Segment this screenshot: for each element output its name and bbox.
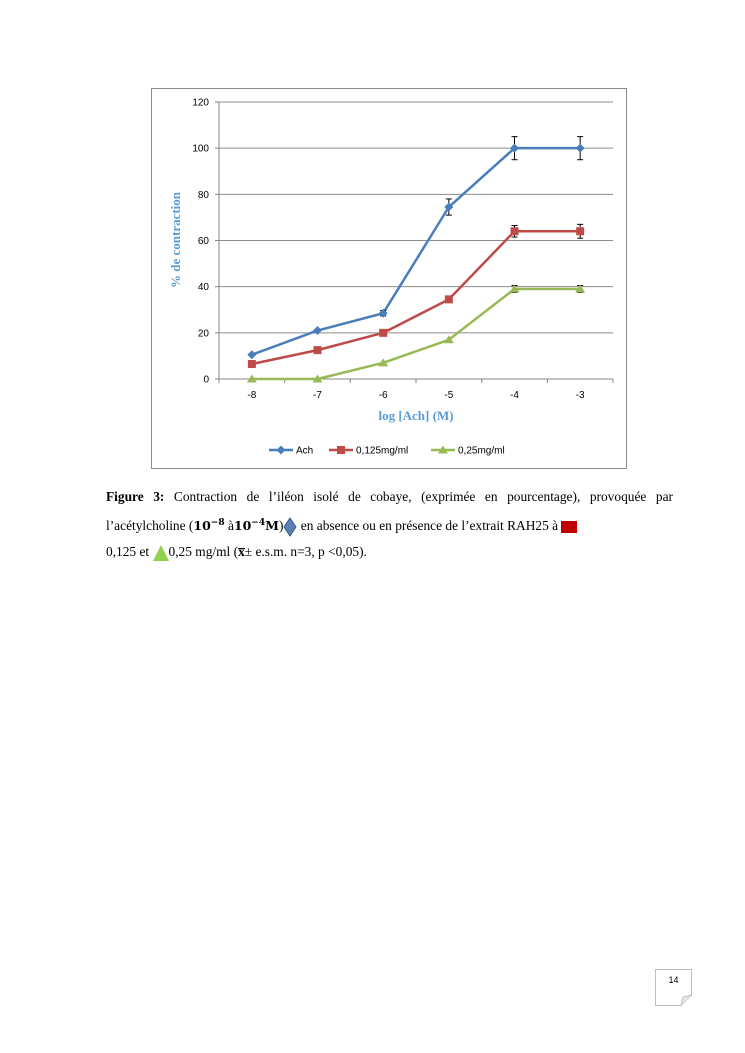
x-tick-label: -8 — [247, 390, 257, 401]
data-point — [313, 326, 322, 335]
caption-text-2: en absence ou en présence de l’extrait RAH25 à — [297, 518, 562, 534]
y-tick-label: 80 — [197, 189, 209, 201]
series-0,125mg/ml — [248, 224, 584, 368]
data-point — [576, 144, 585, 153]
caption-text-4: 0,25 mg/ml ( — [168, 544, 239, 560]
legend-marker — [277, 446, 286, 455]
legend-entry — [329, 446, 408, 457]
series-line — [252, 289, 580, 379]
x-tick-label: -7 — [313, 390, 322, 401]
series-line — [252, 148, 580, 355]
legend-entry — [269, 446, 313, 457]
x-tick-label: -5 — [444, 390, 454, 401]
caption-text-1: Contraction de l’iléon isolé de cobaye, (exprimée en pourcentage), provoquée par l’acétylcholine ( — [106, 489, 673, 534]
y-tick-label: 100 — [192, 143, 209, 155]
y-tick-label: 40 — [197, 282, 209, 294]
caption-label: Figure 3: — [106, 489, 165, 504]
y-axis-label: % de contraction — [168, 191, 183, 289]
legend — [269, 446, 505, 457]
data-point — [379, 329, 387, 337]
page-number: 14 — [668, 975, 679, 985]
series-0,25mg/ml — [247, 284, 585, 382]
data-point — [445, 295, 453, 303]
legend-entry — [431, 446, 505, 457]
legend-label: Ach — [296, 445, 314, 457]
caption-text-5: ± e.s.m. n=3, p <0,05). — [244, 544, 367, 560]
caption-math: $10^{-8}$ — [193, 518, 225, 534]
data-point — [247, 350, 256, 359]
series-line — [252, 231, 580, 364]
grid-layer — [215, 102, 613, 383]
caption-between: à — [224, 518, 234, 534]
figure-caption: Figure 3: Contraction de l’iléon isolé de cobaye, (exprimée en pourcentage), provoquée par l’acétylcholine ($10^{-8}$ $à10^{-4}M$) en absence ou en présence de l’extrait RAH25 à 0,125 et 0,25 mg/ml (x̅± e.s.m. n=3, p <0,05). — [106, 489, 673, 560]
y-tick-label: 20 — [197, 328, 209, 340]
caption-text-3: 0,125 et — [106, 544, 153, 560]
y-tick-label: 120 — [192, 97, 209, 109]
diamond-symbol-icon — [283, 517, 297, 537]
x-tick-label: -3 — [575, 390, 585, 401]
data-point — [314, 346, 322, 354]
x-tick-label: -6 — [378, 390, 388, 401]
legend-label: 0,25mg/ml — [458, 445, 505, 457]
caption-xbar: x̅ — [238, 544, 245, 560]
data-point — [248, 360, 256, 368]
x-axis-label: log [Ach] (M) — [378, 408, 454, 423]
data-point — [511, 227, 519, 235]
contraction-chart — [151, 88, 627, 469]
green-triangle-symbol-icon — [153, 545, 169, 561]
y-tick-label: 0 — [203, 374, 209, 386]
x-tick-label: -4 — [510, 390, 519, 401]
series-Ach — [247, 137, 584, 360]
y-tick-label: 60 — [197, 236, 209, 247]
legend-marker — [337, 446, 345, 454]
data-point — [576, 227, 584, 235]
red-square-symbol-icon — [561, 521, 577, 533]
legend-label: 0,125mg/ml — [356, 445, 409, 457]
series-layer — [247, 137, 585, 383]
